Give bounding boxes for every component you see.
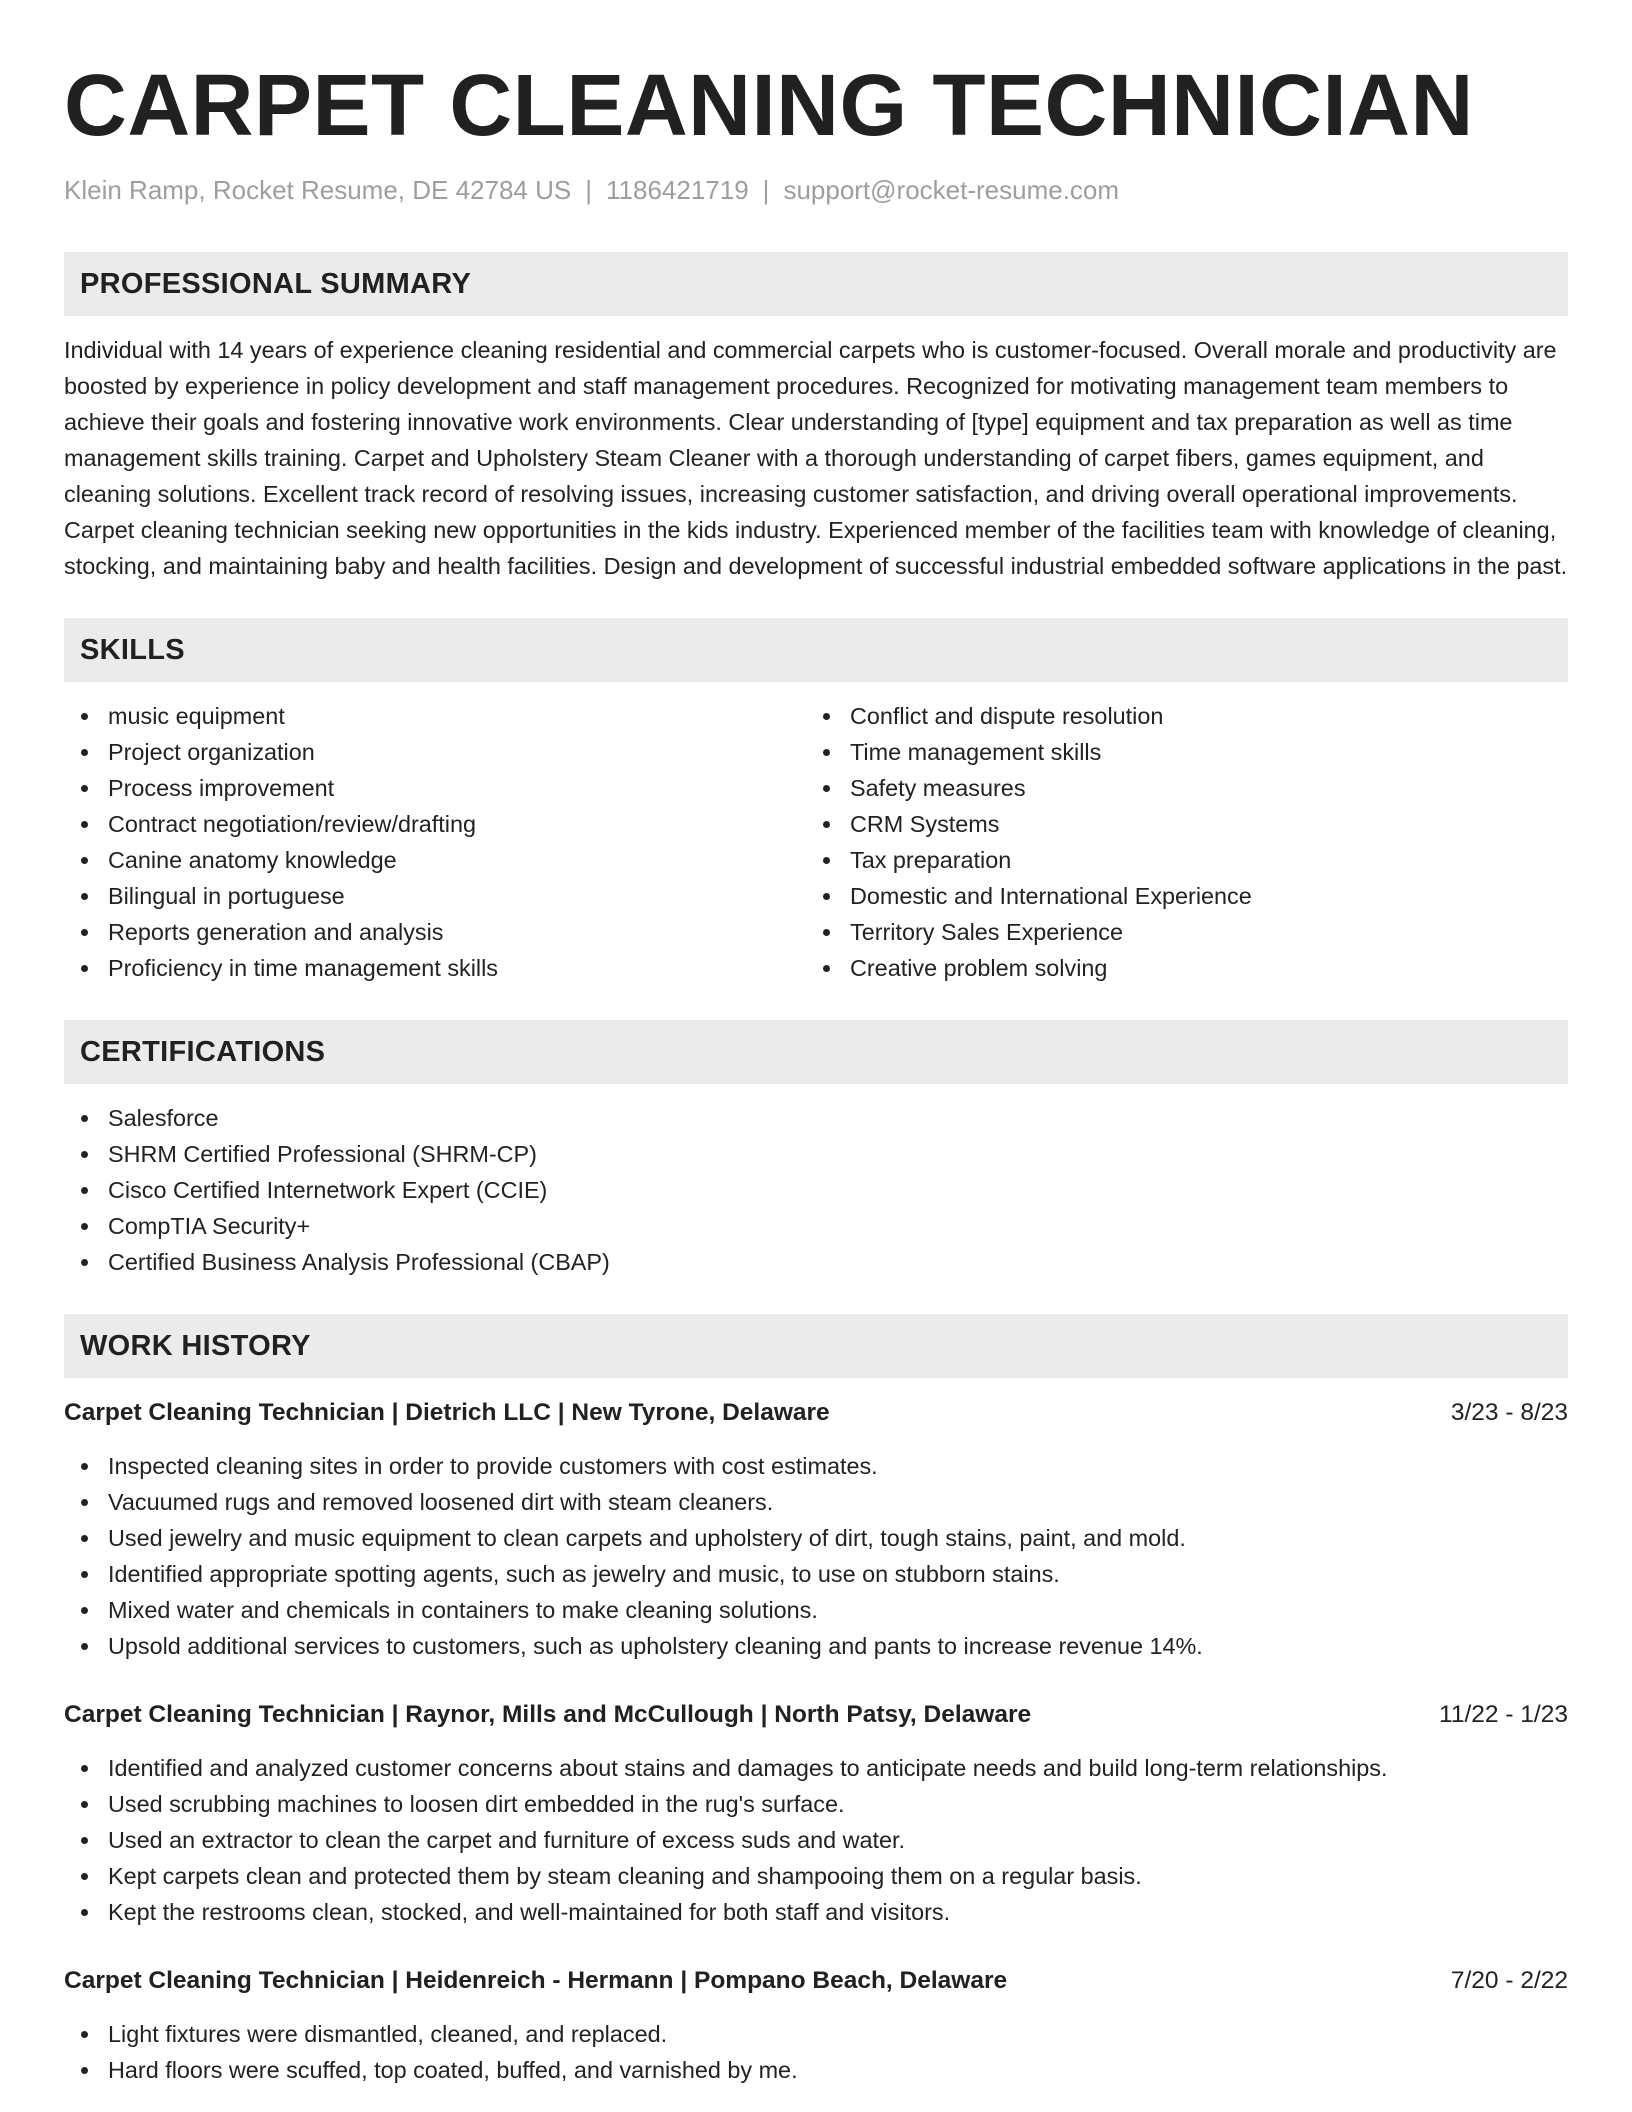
job-bullet: Kept carpets clean and protected them by steam cleaning and shampooing them on a regular basis. (64, 1858, 1568, 1894)
certification-item: Salesforce (64, 1100, 1568, 1136)
job-bullet: Used an extractor to clean the carpet and furniture of excess suds and water. (64, 1822, 1568, 1858)
job-bullet: Upsold additional services to customers, such as upholstery cleaning and pants to increase revenue 14%. (64, 1628, 1568, 1664)
job-bullet: Used scrubbing machines to loosen dirt embedded in the rug's surface. (64, 1786, 1568, 1822)
contact-line (64, 174, 1568, 206)
skills-list-left (64, 698, 806, 986)
certifications-section (64, 1020, 1568, 1280)
skill-item: Bilingual in portuguese (64, 878, 806, 914)
skill-item: Domestic and International Experience (806, 878, 1568, 914)
skill-item: Conflict and dispute resolution (806, 698, 1568, 734)
job-bullets (64, 1750, 1568, 1930)
job-bullets (64, 1448, 1568, 1664)
job-dates: 3/23 - 8/23 (1450, 1399, 1568, 1426)
certifications-list (64, 1100, 1568, 1280)
job-bullet: Mixed water and chemicals in containers to make cleaning solutions. (64, 1592, 1568, 1628)
section-header (64, 252, 1568, 316)
job-bullet: Used jewelry and music equipment to clean carpets and upholstery of dirt, tough stains, paint, and mold. (64, 1520, 1568, 1556)
skill-item: Proficiency in time management skills (64, 950, 806, 986)
skill-item: CRM Systems (806, 806, 1568, 842)
job-entry (64, 1396, 1568, 1664)
skill-item: Reports generation and analysis (64, 914, 806, 950)
skill-item: Contract negotiation/review/drafting (64, 806, 806, 842)
job-header (64, 1698, 1568, 1732)
job-bullet: Identified and analyzed customer concerns about stains and damages to anticipate needs and build long-term relationships. (64, 1750, 1568, 1786)
job-header (64, 1964, 1568, 1998)
skill-item: music equipment (64, 698, 806, 734)
job-entry (64, 1698, 1568, 1930)
job-dates: 7/20 - 2/22 (1450, 1967, 1568, 1994)
contact-separator: | (762, 175, 770, 205)
certification-item: SHRM Certified Professional (SHRM-CP) (64, 1136, 1568, 1172)
skill-item: Tax preparation (806, 842, 1568, 878)
job-title: Carpet Cleaning Technician | Heidenreich - Hermann | Pompano Beach, Delaware (64, 1967, 1008, 1994)
skill-item: Safety measures (806, 770, 1568, 806)
job-title: Carpet Cleaning Technician | Raynor, Mills and McCullough | North Patsy, Delaware (64, 1701, 1032, 1728)
skill-item: Process improvement (64, 770, 806, 806)
skills-grid (64, 682, 1568, 986)
certification-item: CompTIA Security+ (64, 1208, 1568, 1244)
section-header (64, 1020, 1568, 1084)
job-bullets (64, 2016, 1568, 2088)
job-bullet: Vacuumed rugs and removed loosened dirt with steam cleaners. (64, 1484, 1568, 1520)
skills-list-right (806, 698, 1568, 986)
skills-heading: SKILLS (80, 633, 185, 666)
resume-name: CARPET CLEANING TECHNICIAN (64, 57, 1474, 154)
job-bullet: Hard floors were scuffed, top coated, buffed, and varnished by me. (64, 2052, 1568, 2088)
job-bullet: Light fixtures were dismantled, cleaned, and replaced. (64, 2016, 1568, 2052)
contact-email: support@rocket-resume.com (783, 175, 1120, 205)
job-bullet: Inspected cleaning sites in order to provide customers with cost estimates. (64, 1448, 1568, 1484)
skill-item: Project organization (64, 734, 806, 770)
contact-phone: 1186421719 (606, 175, 749, 205)
contact-address: Klein Ramp, Rocket Resume, DE 42784 US (64, 175, 572, 205)
job-entry (64, 1964, 1568, 2088)
job-bullet: Kept the restrooms clean, stocked, and well-maintained for both staff and visitors. (64, 1894, 1568, 1930)
skill-item: Time management skills (806, 734, 1568, 770)
certification-item: Certified Business Analysis Professional (CBAP) (64, 1244, 1568, 1280)
summary-heading: PROFESSIONAL SUMMARY (80, 267, 472, 300)
job-title: Carpet Cleaning Technician | Dietrich LLC | New Tyrone, Delaware (64, 1399, 830, 1426)
section-header (64, 618, 1568, 682)
summary-section (64, 252, 1568, 584)
certification-item: Cisco Certified Internetwork Expert (CCIE) (64, 1172, 1568, 1208)
summary-text: Individual with 14 years of experience cleaning residential and commercial carpets who is customer-focused. Overall morale and productivity are boosted by experience in policy development and staff management procedures. Recognized for motivating management team members to achieve their goals and fostering innovative work environments. Clear understanding of [type] equipment and tax preparation as well as time management skills training. Carpet and Upholstery Steam Cleaner with a thorough understanding of carpet fibers, games equipment, and cleaning solutions. Excellent track record of resolving issues, increasing customer satisfaction, and driving overall operational improvements. Carpet cleaning technician seeking new opportunities in the kids industry. Experienced member of the facilities team with knowledge of cleaning, stocking, and maintaining baby and health facilities. Design and development of successful industrial embedded software applications in the past. (64, 337, 1568, 579)
certifications-heading: CERTIFICATIONS (80, 1035, 326, 1068)
section-header (64, 1314, 1568, 1378)
skills-section (64, 618, 1568, 986)
job-header (64, 1396, 1568, 1430)
work-history-heading: WORK HISTORY (80, 1329, 311, 1362)
skill-item: Canine anatomy knowledge (64, 842, 806, 878)
work-history-section (64, 1314, 1568, 2088)
skill-item: Territory Sales Experience (806, 914, 1568, 950)
contact-separator: | (585, 175, 592, 205)
job-bullet: Identified appropriate spotting agents, such as jewelry and music, to use on stubborn stains. (64, 1556, 1568, 1592)
skill-item: Creative problem solving (806, 950, 1568, 986)
job-dates: 11/22 - 1/23 (1439, 1701, 1568, 1728)
